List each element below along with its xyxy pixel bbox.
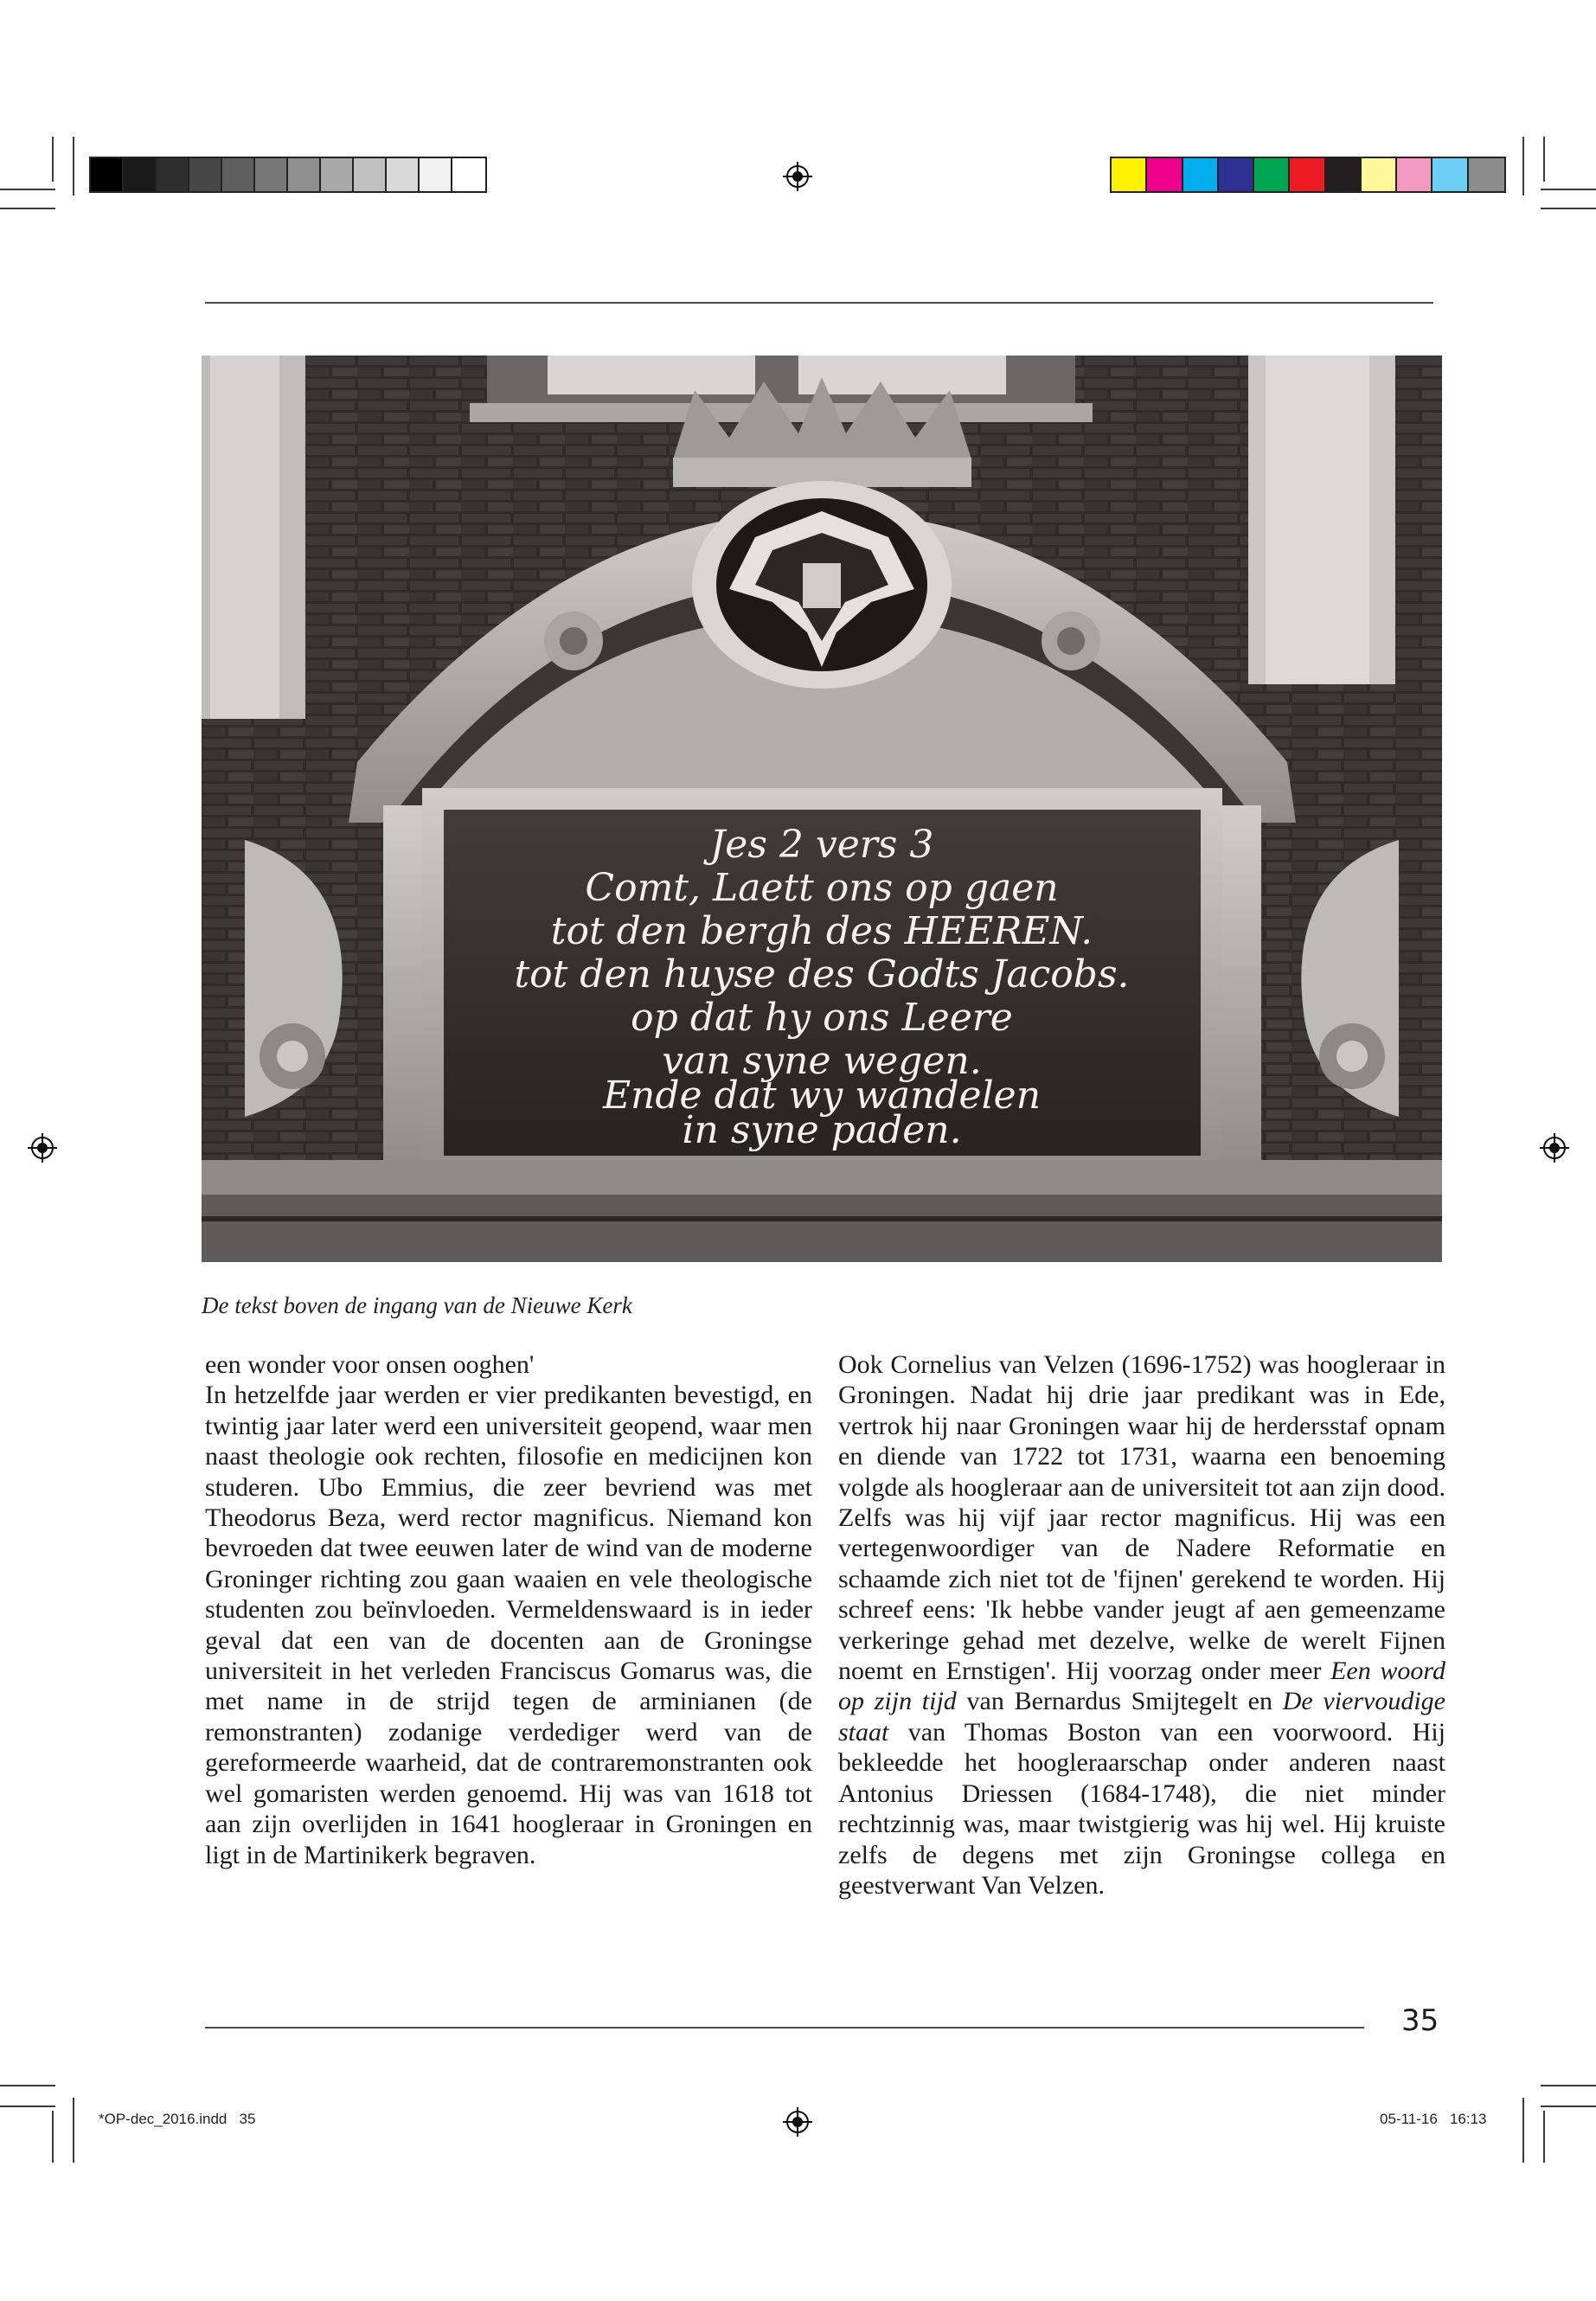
page-number: 35 xyxy=(1401,2003,1439,2038)
inscription-line: Jes 2 vers 3 xyxy=(709,823,934,867)
color-swatch xyxy=(452,158,485,191)
registration-mark-icon xyxy=(28,1133,57,1163)
color-swatch xyxy=(222,158,255,191)
inscription-line: van syne wegen. xyxy=(662,1039,982,1083)
crop-mark xyxy=(1541,208,1596,209)
color-swatch xyxy=(1254,158,1290,191)
color-swatch xyxy=(321,158,354,191)
color-swatch xyxy=(387,158,420,191)
church-entrance-photo xyxy=(202,356,1442,1262)
registration-mark-icon xyxy=(783,162,812,191)
color-swatch xyxy=(1469,158,1504,191)
color-swatch xyxy=(1362,158,1397,191)
slug-datetime: 05-11-16 16:13 xyxy=(1380,2111,1487,2127)
color-swatch xyxy=(189,158,222,191)
grayscale-color-bar xyxy=(89,157,487,193)
color-swatch xyxy=(124,158,157,191)
color-swatch xyxy=(1290,158,1325,191)
inscription-line: tot den huyse des Godts Jacobs. xyxy=(514,952,1130,997)
right-column xyxy=(838,1349,1445,1900)
paragraph xyxy=(838,1349,1445,1900)
color-swatch xyxy=(1326,158,1362,191)
paragraph: een wonder voor onsen ooghen' xyxy=(205,1350,535,1379)
color-swatch xyxy=(288,158,321,191)
color-swatch xyxy=(1147,158,1183,191)
slug-filename: *OP-dec_2016.indd 35 xyxy=(99,2111,256,2127)
crop-mark xyxy=(73,2098,74,2163)
color-swatch xyxy=(157,158,189,191)
crop-mark xyxy=(1541,189,1596,190)
left-column xyxy=(205,1349,812,1870)
header-rule xyxy=(205,302,1433,304)
inscription-line: tot den bergh des HEEREN. xyxy=(550,909,1093,953)
inscription-line: Comt, Laett ons op gaen xyxy=(585,866,1059,910)
crop-mark xyxy=(52,137,54,182)
color-swatch xyxy=(255,158,288,191)
book-title: De viervoudige staat xyxy=(838,1687,1445,1747)
registration-mark-icon xyxy=(783,2107,812,2137)
color-swatch xyxy=(91,158,124,191)
crop-mark xyxy=(1541,2085,1596,2086)
crop-mark xyxy=(0,2085,55,2086)
inscription-line: Ende dat wy wandelen xyxy=(602,1074,1042,1118)
color-swatch xyxy=(354,158,387,191)
color-swatch xyxy=(1183,158,1219,191)
inscription-line: op dat hy ons Leere xyxy=(631,996,1013,1040)
text-segment: Ook Cornelius van Velzen (1696-1752) was hoogleraar in Groningen. Nadat hij drie jaar predikant was in Ede, vertrok hij naar Groningen waar hij de herdersstaf opnam en diende van 1722 tot 1731, waarna een benoeming volgde als hoogleraar aan de universiteit tot aan zijn dood. Zelfs was hij vijf jaar rector magnificus. Hij was een vertegenwoordiger van de Nadere Reformatie en schaamde zich niet tot de 'fijnen' gerekend te worden. Hij schreef eens: 'Ik hebbe vander jeugt af aen gemeenzame verkeringe gehad met dezelve, welke de werelt Fijnen noemt en Ernstigen'. Hij voorzag onder meer xyxy=(838,1350,1445,1686)
crop-mark xyxy=(1541,2106,1596,2107)
registration-mark-icon xyxy=(1540,1133,1569,1163)
crop-mark xyxy=(73,137,74,195)
color-swatch xyxy=(420,158,452,191)
inscription-line: in syne paden. xyxy=(682,1108,962,1152)
crop-mark xyxy=(1543,137,1545,182)
color-swatch xyxy=(1219,158,1254,191)
crop-mark xyxy=(0,189,55,190)
color-swatch xyxy=(1397,158,1433,191)
crop-mark xyxy=(1522,2098,1524,2163)
crop-mark xyxy=(1543,2111,1545,2163)
crop-mark xyxy=(0,208,55,209)
text-segment: van Thomas Boston van een voorwoord. Hij bekleedde het hoogleraarschap onder anderen naast Antonius Driessen (1684-1748), die niet minder rechtzinnig was, maar twistgierig was hij wel. Hij kruiste zelfs de degens met zijn Groningse collega en geestverwant Van Velzen. xyxy=(838,1717,1446,1900)
paragraph: In hetzelfde jaar werden er vier predikanten bevestigd, en twintig jaar later werd een universiteit geopend, waar men naast theologie ook rechten, filosofie en medicijnen kon studeren. Ubo Emmius, die zeer bevriend was met Theodorus Beza, werd rector magnificus. Niemand kon bevroeden dat twee eeuwen later de wind van de moderne Groninger richting zou gaan waaien en vele theologische studenten zou beïnvloeden. Vermeldenswaard is in ieder geval dat een van de docenten aan de Groningse universiteit in het verleden Franciscus Gomarus was, die met name in de strijd tegen de arminianen (de remonstranten) zodanige verdediger werd van de gereformeerde waarheid, dat de contraremonstranten ook wel gomaristen werden genoemd. Hij was van 1618 tot aan zijn overlijden in 1641 hoogleraar in Groningen en ligt in de Martinikerk begraven. xyxy=(205,1381,812,1869)
crop-mark xyxy=(52,2111,54,2163)
crop-mark xyxy=(1522,137,1524,195)
book-title: Een woord op zijn tijd xyxy=(838,1657,1445,1716)
photo-caption: De tekst boven de ingang van de Nieuwe Kerk xyxy=(202,1292,632,1318)
crop-mark xyxy=(0,2106,55,2107)
footer-rule xyxy=(205,2027,1364,2029)
color-swatch xyxy=(1112,158,1147,191)
process-color-bar xyxy=(1110,157,1506,193)
color-swatch xyxy=(1433,158,1468,191)
text-segment: van Bernardus Smijtegelt en xyxy=(966,1687,1272,1716)
